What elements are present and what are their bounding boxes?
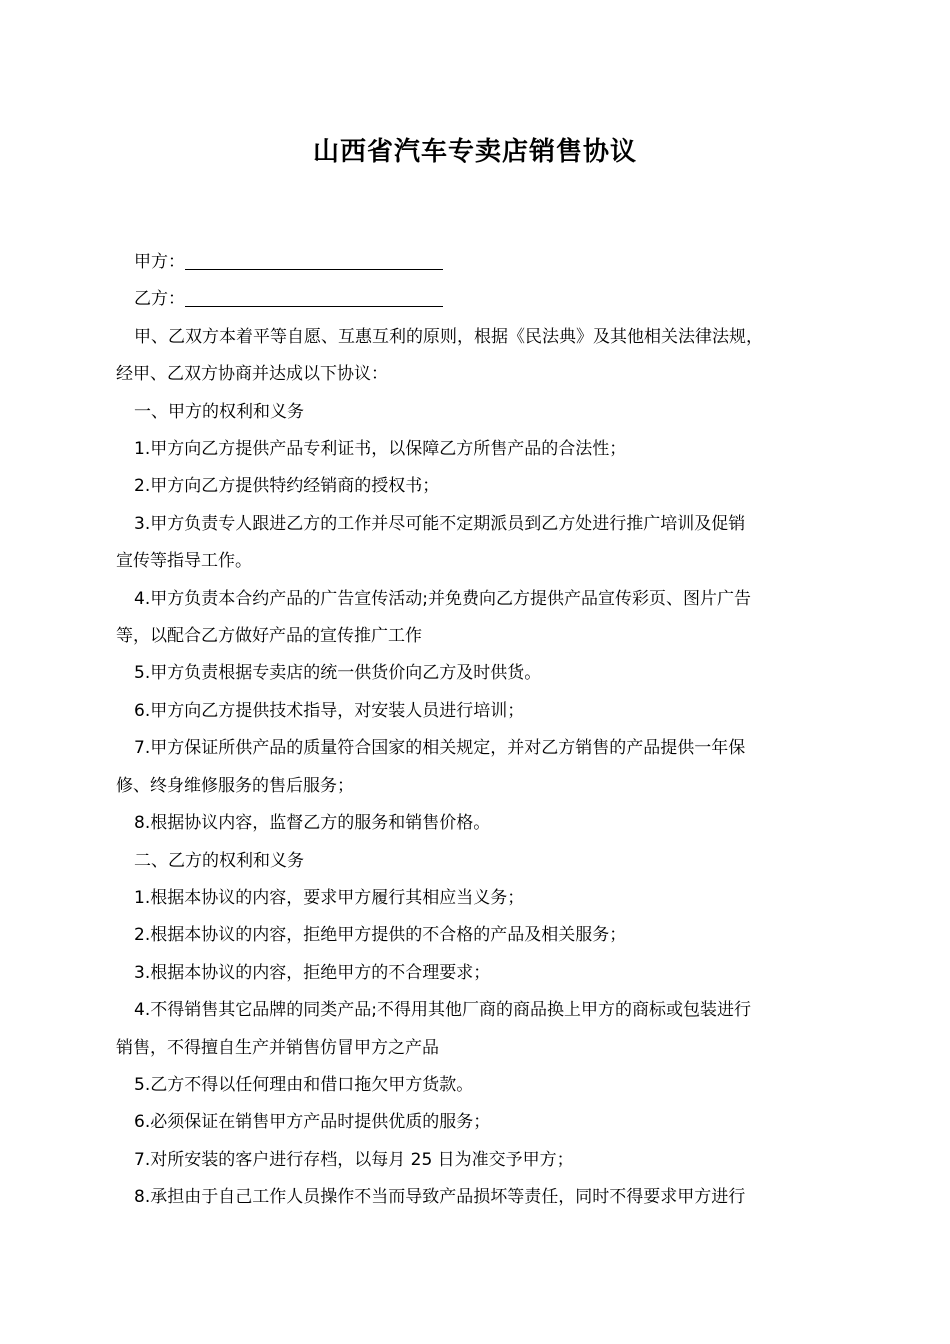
section2-item-3: 3.根据本协议的内容，拒绝甲方的不合理要求； [134, 962, 491, 983]
section2-item-8: 8.承担由于自己工作人员操作不当而导致产品损坏等责任，同时不得要求甲方进行 [134, 1187, 746, 1208]
party-a-label: 甲方： [134, 252, 185, 272]
section1-item-2: 2.甲方向乙方提供特约经销商的授权书； [134, 476, 440, 497]
section2-item-2: 2.根据本协议的内容，拒绝甲方提供的不合格的产品及相关服务； [134, 925, 627, 946]
section1-item-3-cont: 宣传等指导工作。 [116, 551, 252, 572]
section2-item-1: 1.根据本协议的内容，要求甲方履行其相应当义务； [134, 887, 525, 908]
section1-item-7: 7.甲方保证所供产品的质量符合国家的相关规定，并对乙方销售的产品提供一年保 [134, 738, 746, 759]
section1-item-1: 1.甲方向乙方提供产品专利证书，以保障乙方所售产品的合法性； [134, 439, 627, 460]
party-b-line [116, 281, 854, 318]
intro-line-1: 甲、乙双方本着平等自愿、互惠互利的原则，根据《民法典》及其他相关法律法规， [134, 326, 763, 347]
section1-item-6: 6.甲方向乙方提供技术指导，对安装人员进行培训； [134, 700, 525, 721]
party-a-blank [185, 247, 443, 270]
section1-item-8: 8.根据协议内容，监督乙方的服务和销售价格。 [134, 813, 491, 834]
party-b-label: 乙方： [134, 289, 185, 310]
section2-item-5: 5.乙方不得以任何理由和借口拖欠甲方货款。 [134, 1074, 474, 1095]
section1-item-3: 3.甲方负责专人跟进乙方的工作并尽可能不定期派员到乙方处进行推广培训及促销 [134, 513, 746, 534]
section2-item-4: 4.不得销售其它品牌的同类产品;不得用其他厂商的商品换上甲方的商标或包装进行 [134, 1000, 751, 1021]
intro-line-2: 经甲、乙双方协商并达成以下协议： [116, 364, 388, 385]
section2-item-7: 7.对所安装的客户进行存档，以每月 25 日为准交予甲方； [134, 1149, 574, 1170]
section1-item-4-cont: 等，以配合乙方做好产品的宣传推广工作 [116, 626, 422, 647]
section2-heading: 二、乙方的权利和义务 [134, 850, 304, 871]
section1-item-4: 4.甲方负责本合约产品的广告宣传活动;并免费向乙方提供产品宣传彩页、图片广告 [134, 588, 751, 609]
document-title: 山西省汽车专卖店销售协议 [312, 137, 637, 167]
document-body [116, 244, 854, 1217]
section2-item-4-cont: 销售，不得擅自生产并销售仿冒甲方之产品 [116, 1037, 439, 1058]
party-b-blank [185, 284, 443, 307]
section1-item-5: 5.甲方负责根据专卖店的统一供货价向乙方及时供货。 [134, 663, 542, 684]
section2-item-6: 6.必须保证在销售甲方产品时提供优质的服务； [134, 1112, 491, 1133]
section1-item-7-cont: 修、终身维修服务的售后服务； [116, 775, 354, 796]
section1-heading: 一、甲方的权利和义务 [134, 401, 304, 422]
party-a-line [116, 244, 854, 281]
